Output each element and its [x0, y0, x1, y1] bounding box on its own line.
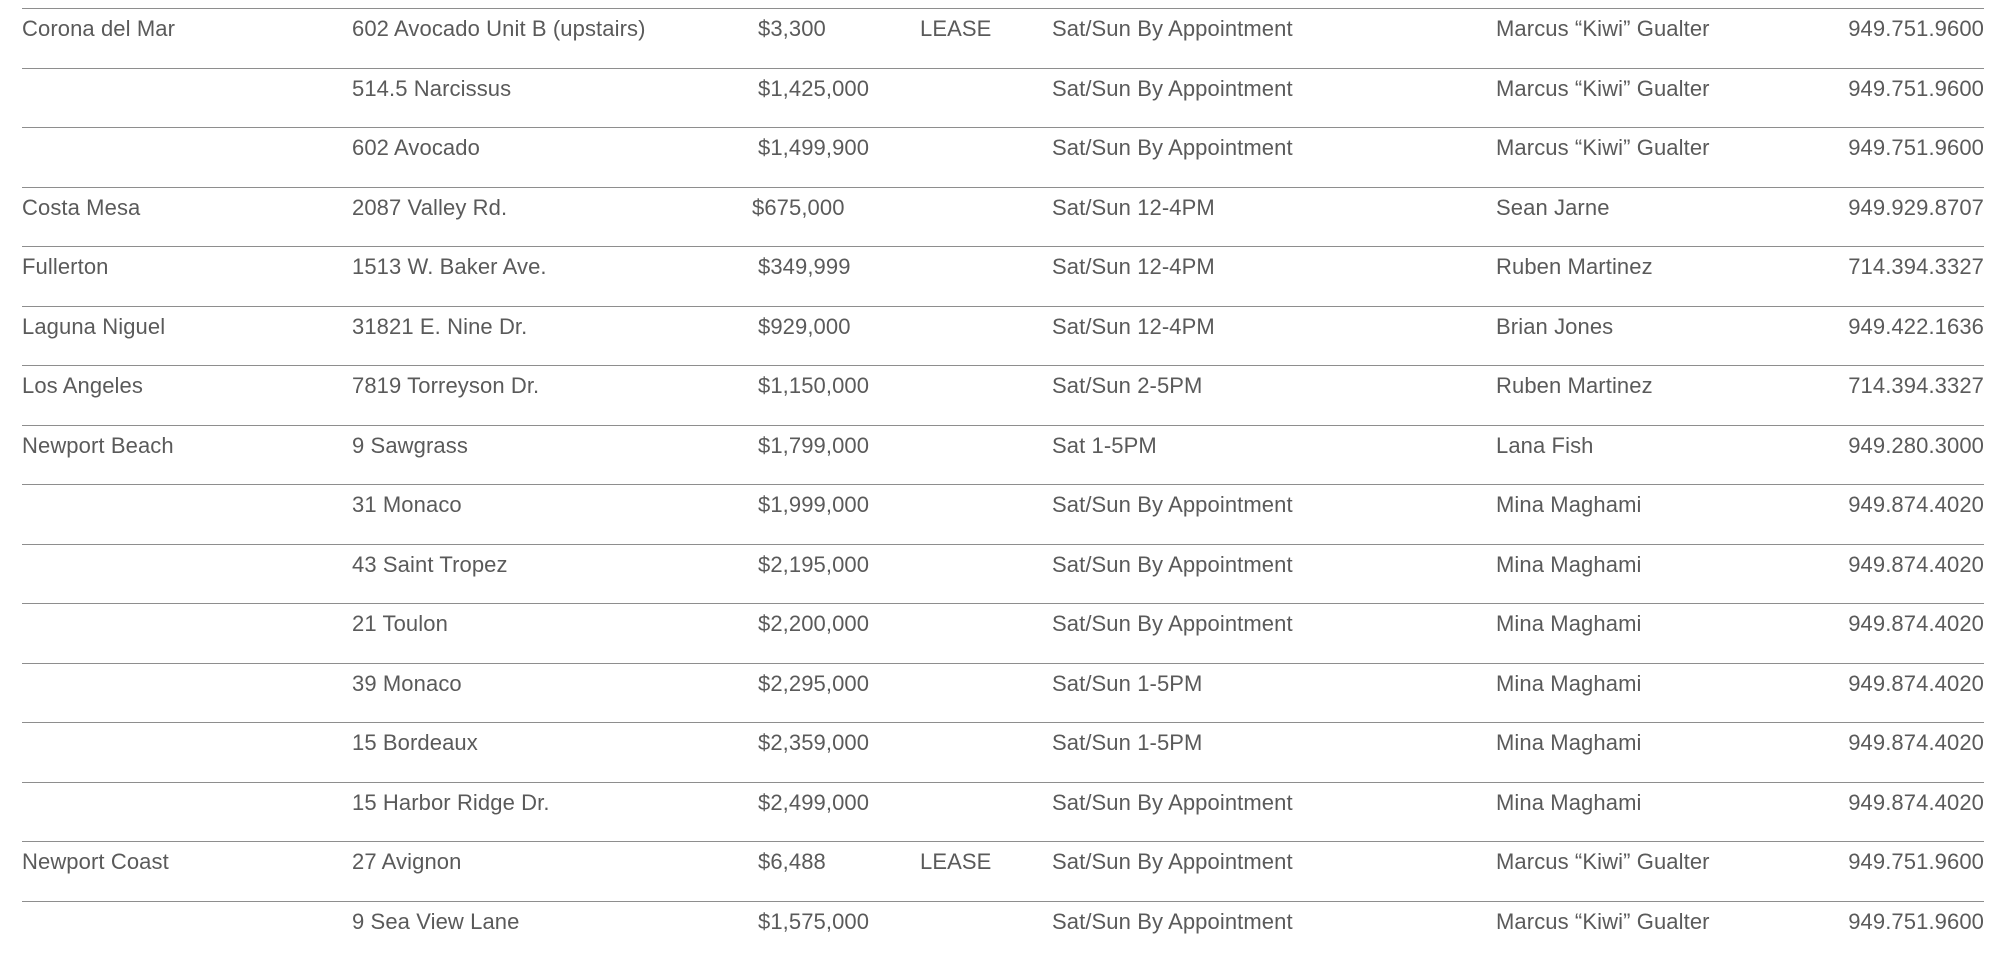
listing-open-hours: Sat/Sun 12-4PM	[1052, 194, 1215, 222]
listing-address: 602 Avocado	[352, 134, 480, 162]
listing-open-hours: Sat/Sun 1-5PM	[1052, 670, 1203, 698]
listing-open-hours: Sat 1-5PM	[1052, 432, 1157, 460]
listing-row	[22, 603, 1984, 663]
listing-agent: Brian Jones	[1496, 313, 1613, 341]
listing-phone: 949.929.8707	[1848, 194, 1984, 222]
listing-city: Fullerton	[22, 253, 109, 281]
listing-row	[22, 782, 1984, 842]
listing-address: 15 Bordeaux	[352, 729, 478, 757]
listing-agent: Marcus “Kiwi” Gualter	[1496, 908, 1710, 936]
listing-address: 2087 Valley Rd.	[352, 194, 507, 222]
listing-city: Corona del Mar	[22, 15, 175, 43]
listing-open-hours: Sat/Sun By Appointment	[1052, 134, 1293, 162]
listing-row	[22, 68, 1984, 128]
listing-open-hours: Sat/Sun By Appointment	[1052, 848, 1293, 876]
listing-agent: Marcus “Kiwi” Gualter	[1496, 848, 1710, 876]
listing-open-hours: Sat/Sun 12-4PM	[1052, 313, 1215, 341]
listing-phone: 949.874.4020	[1848, 610, 1984, 638]
listing-open-hours: Sat/Sun By Appointment	[1052, 789, 1293, 817]
listing-row	[22, 901, 1984, 960]
listing-price: $2,295,000	[758, 670, 869, 698]
listing-type: LEASE	[920, 848, 991, 876]
listing-price: $1,575,000	[758, 908, 869, 936]
listing-phone: 949.874.4020	[1848, 491, 1984, 519]
listing-price: $3,300	[758, 15, 826, 43]
listing-row	[22, 425, 1984, 485]
listing-phone: 949.422.1636	[1848, 313, 1984, 341]
listing-price: $2,195,000	[758, 551, 869, 579]
listing-city: Costa Mesa	[22, 194, 140, 222]
listing-address: 21 Toulon	[352, 610, 448, 638]
listing-phone: 949.751.9600	[1848, 134, 1984, 162]
listing-price: $2,359,000	[758, 729, 869, 757]
listing-row	[22, 187, 1984, 247]
listing-agent: Mina Maghami	[1496, 670, 1641, 698]
open-house-listing-table	[22, 8, 1984, 960]
listing-agent: Mina Maghami	[1496, 610, 1641, 638]
listing-city: Newport Beach	[22, 432, 174, 460]
listing-city: Los Angeles	[22, 372, 143, 400]
listing-agent: Lana Fish	[1496, 432, 1594, 460]
listing-row	[22, 544, 1984, 604]
listing-price: $2,499,000	[758, 789, 869, 817]
listing-address: 43 Saint Tropez	[352, 551, 508, 579]
listing-phone: 949.874.4020	[1848, 729, 1984, 757]
listing-row	[22, 841, 1984, 901]
listing-price: $1,999,000	[758, 491, 869, 519]
listing-agent: Sean Jarne	[1496, 194, 1610, 222]
listing-phone: 949.751.9600	[1848, 848, 1984, 876]
listing-row	[22, 663, 1984, 723]
listing-row	[22, 365, 1984, 425]
listing-agent: Mina Maghami	[1496, 551, 1641, 579]
listing-address: 15 Harbor Ridge Dr.	[352, 789, 550, 817]
listing-agent: Marcus “Kiwi” Gualter	[1496, 75, 1710, 103]
listing-open-hours: Sat/Sun By Appointment	[1052, 15, 1293, 43]
listing-open-hours: Sat/Sun By Appointment	[1052, 610, 1293, 638]
listing-open-hours: Sat/Sun By Appointment	[1052, 75, 1293, 103]
listing-open-hours: Sat/Sun By Appointment	[1052, 551, 1293, 579]
listing-open-hours: Sat/Sun By Appointment	[1052, 491, 1293, 519]
listing-address: 27 Avignon	[352, 848, 461, 876]
listing-type: LEASE	[920, 15, 991, 43]
listing-price: $1,799,000	[758, 432, 869, 460]
listing-open-hours: Sat/Sun 1-5PM	[1052, 729, 1203, 757]
listing-row	[22, 127, 1984, 187]
listing-price: $929,000	[758, 313, 851, 341]
listing-address: 602 Avocado Unit B (upstairs)	[352, 15, 646, 43]
listing-phone: 949.751.9600	[1848, 15, 1984, 43]
listing-agent: Mina Maghami	[1496, 491, 1641, 519]
listing-row	[22, 8, 1984, 68]
listing-open-hours: Sat/Sun 2-5PM	[1052, 372, 1203, 400]
listing-city: Newport Coast	[22, 848, 169, 876]
listing-price: $1,150,000	[758, 372, 869, 400]
listing-city: Laguna Niguel	[22, 313, 165, 341]
listing-price: $2,200,000	[758, 610, 869, 638]
listing-agent: Ruben Martinez	[1496, 372, 1653, 400]
listing-phone: 949.751.9600	[1848, 908, 1984, 936]
listing-agent: Marcus “Kiwi” Gualter	[1496, 15, 1710, 43]
listing-row	[22, 246, 1984, 306]
listing-phone: 949.874.4020	[1848, 670, 1984, 698]
listing-address: 9 Sea View Lane	[352, 908, 519, 936]
listing-agent: Mina Maghami	[1496, 729, 1641, 757]
listing-phone: 949.874.4020	[1848, 551, 1984, 579]
listing-address: 39 Monaco	[352, 670, 462, 698]
listing-row	[22, 306, 1984, 366]
listing-address: 31 Monaco	[352, 491, 462, 519]
listing-open-hours: Sat/Sun By Appointment	[1052, 908, 1293, 936]
listing-agent: Mina Maghami	[1496, 789, 1641, 817]
listing-address: 31821 E. Nine Dr.	[352, 313, 527, 341]
listing-address: 9 Sawgrass	[352, 432, 468, 460]
listing-row	[22, 722, 1984, 782]
listing-price: $349,999	[758, 253, 851, 281]
listing-address: 7819 Torreyson Dr.	[352, 372, 539, 400]
listing-address: 1513 W. Baker Ave.	[352, 253, 547, 281]
listing-price: $675,000	[752, 194, 845, 222]
listing-open-hours: Sat/Sun 12-4PM	[1052, 253, 1215, 281]
listing-phone: 949.874.4020	[1848, 789, 1984, 817]
listing-row	[22, 484, 1984, 544]
listing-agent: Ruben Martinez	[1496, 253, 1653, 281]
listing-agent: Marcus “Kiwi” Gualter	[1496, 134, 1710, 162]
listing-phone: 714.394.3327	[1848, 253, 1984, 281]
listing-phone: 714.394.3327	[1848, 372, 1984, 400]
listing-price: $1,499,900	[758, 134, 869, 162]
listing-phone: 949.751.9600	[1848, 75, 1984, 103]
listing-price: $6,488	[758, 848, 826, 876]
listing-phone: 949.280.3000	[1848, 432, 1984, 460]
listing-price: $1,425,000	[758, 75, 869, 103]
listing-address: 514.5 Narcissus	[352, 75, 511, 103]
